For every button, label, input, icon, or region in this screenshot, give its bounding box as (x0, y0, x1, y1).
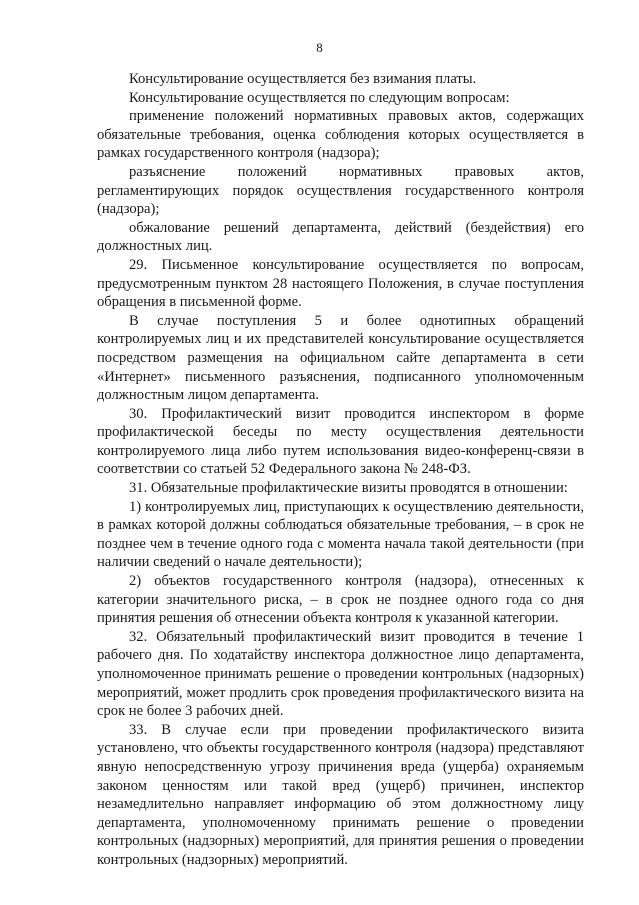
list-item-application: применение положений нормативных правовых актов, содержащих обязательные требования, оценка соблюдения которых осуществляется в рамках государственного контроля (надзора); (97, 108, 584, 162)
clause-33: 33. В случае если при проведении профилактического визита установлено, что объекты государственного контроля (надзора) представляют явную непосредственную угрозу причинения вреда (ущерба) охраняемым законом ценностям или такой вред (ущерб) причинен, инспектор незамедлительно направляет информацию об этом должностному лицу департамента, уполномоченному принимать решение о проведении контрольных (надзорных) мероприятий, для принятия решения о проведении контрольных (надзорных) мероприятий. (97, 721, 584, 868)
list-item-appeal: обжалование решений департамента, действий (бездействия) его должностных лиц. (97, 219, 584, 255)
clause-31: 31. Обязательные профилактические визиты проводятся в отношении: (129, 480, 568, 497)
document-body (97, 70, 584, 870)
paragraph-consulting-topics: Консультирование осуществляется по следующим вопросам: (129, 89, 510, 106)
clause-29: 29. Письменное консультирование осуществляется по вопросам, предусмотренным пунктом 28 настоящего Положения, в случае поступления обращения в письменной форме. (97, 256, 584, 311)
clause-29-continuation: В случае поступления 5 и более однотипных обращений контролируемых лиц и их представителей консультирование осуществляется посредством размещения на официальном сайте департамента в сети «Интернет» письменного разъяснения, подписанного уполномоченным должностным лицом департамента. (97, 312, 584, 404)
clause-31-item-1: 1) контролируемых лиц, приступающих к осуществлению деятельности, в рамках которой должны соблюдаться обязательные требования, – в срок не позднее чем в течение одного года с момента начала такой деятельности (при наличии сведений о начале деятельности); (97, 498, 584, 571)
paragraph-free-consulting: Консультирование осуществляется без взимания платы. (129, 71, 477, 87)
clause-31-item-2: 2) объектов государственного контроля (надзора), отнесенных к категории значительного риска, – в срок не позднее одного года со дня принятия решения об отнесении объекта контроля к указанной категории. (97, 573, 584, 627)
clause-30: 30. Профилактический визит проводится инспектором в форме профилактической беседы по месту осуществления деятельности контролируемого лица либо путем использования видео-конференц-связи в соответствии со статьей 52 Федерального закона № 248-ФЗ. (97, 405, 584, 478)
page-number: 8 (316, 40, 323, 55)
list-item-explanation: разъяснение положений нормативных правовых актов, регламентирующих порядок осуществления государственного контроля (надзора); (97, 163, 584, 218)
clause-32: 32. Обязательный профилактический визит проводится в течение 1 рабочего дня. По ходатайству инспектора должностное лицо департамента, уполномоченное принимать решение о проведении контрольных (надзорных) мероприятий, может продлить срок проведения профилактического визита на срок не более 3 рабочих дней. (97, 628, 584, 720)
